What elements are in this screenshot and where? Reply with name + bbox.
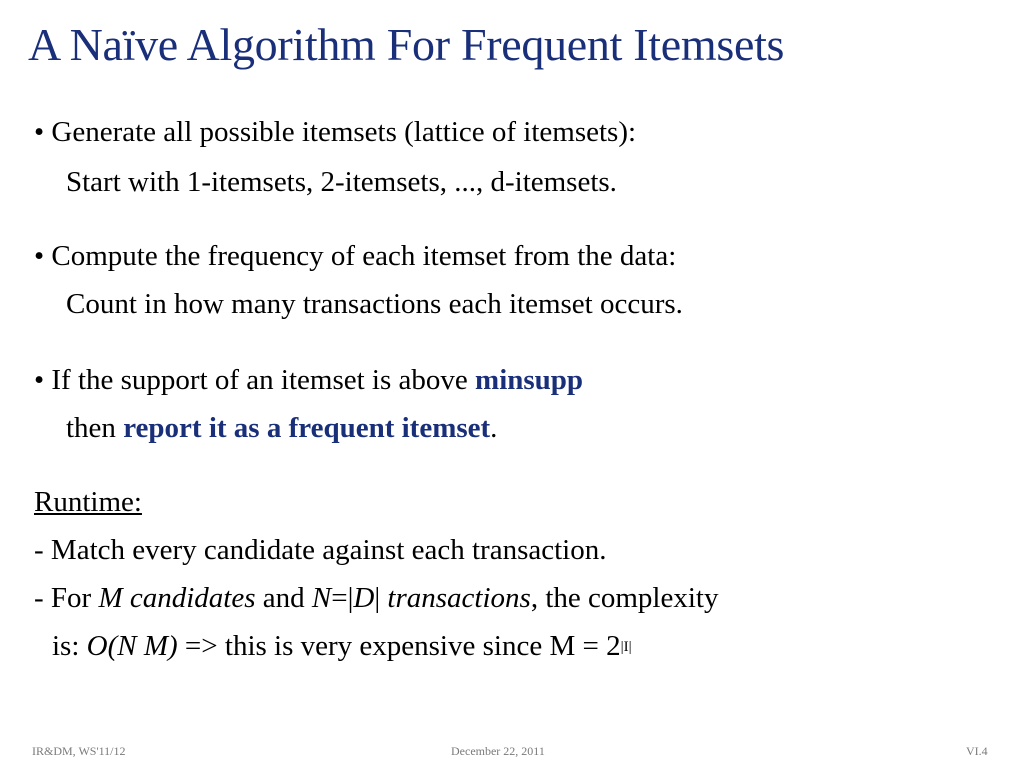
equals-bar: =|	[331, 582, 354, 614]
closing-bar: |	[374, 582, 388, 614]
bullet-1-line-2: Start with 1-itemsets, 2-itemsets, ..., d-itemsets.	[66, 166, 617, 198]
d-variable: D	[353, 582, 375, 614]
minsupp-term: minsupp	[475, 364, 584, 396]
footer-date: December 22, 2011	[451, 744, 545, 758]
runtime-is: is:	[52, 630, 87, 662]
bullet-2-line-2: Count in how many transactions each itemset occurs.	[66, 288, 683, 320]
runtime-line-2	[34, 580, 718, 616]
complexity-formula: O(N M)	[86, 630, 178, 662]
bullet-3-line-1	[34, 362, 583, 398]
bullet-2-line-1: • Compute the frequency of each itemset from the data:	[34, 240, 677, 272]
runtime-line-1: - Match every candidate against each transaction.	[34, 534, 607, 566]
runtime-heading: Runtime:	[34, 486, 142, 518]
runtime-line-3	[52, 628, 632, 664]
runtime-expensive: => this is very expensive since M = 2	[177, 630, 621, 662]
transactions-term: transactions	[387, 582, 531, 614]
bullet-3-then: then	[66, 412, 124, 444]
m-candidates: M candidates	[98, 582, 256, 614]
slide-title: A Naïve Algorithm For Frequent Itemsets	[28, 19, 785, 70]
report-frequent-itemset-term: report it as a frequent itemset	[123, 412, 491, 444]
runtime-for: - For	[34, 582, 99, 614]
exponent: |I|	[620, 639, 632, 655]
bullet-3-text: • If the support of an itemset is above	[34, 364, 476, 396]
n-variable: N	[311, 582, 332, 614]
footer-slide-number: VI.4	[966, 744, 988, 758]
bullet-1-line-1: • Generate all possible itemsets (lattice of itemsets):	[34, 116, 637, 148]
bullet-3-period: .	[490, 412, 498, 444]
runtime-complexity: , the complexity	[530, 582, 719, 614]
bullet-3-line-2	[66, 410, 497, 446]
runtime-and: and	[255, 582, 312, 614]
footer-course: IR&DM, WS'11/12	[32, 744, 126, 758]
